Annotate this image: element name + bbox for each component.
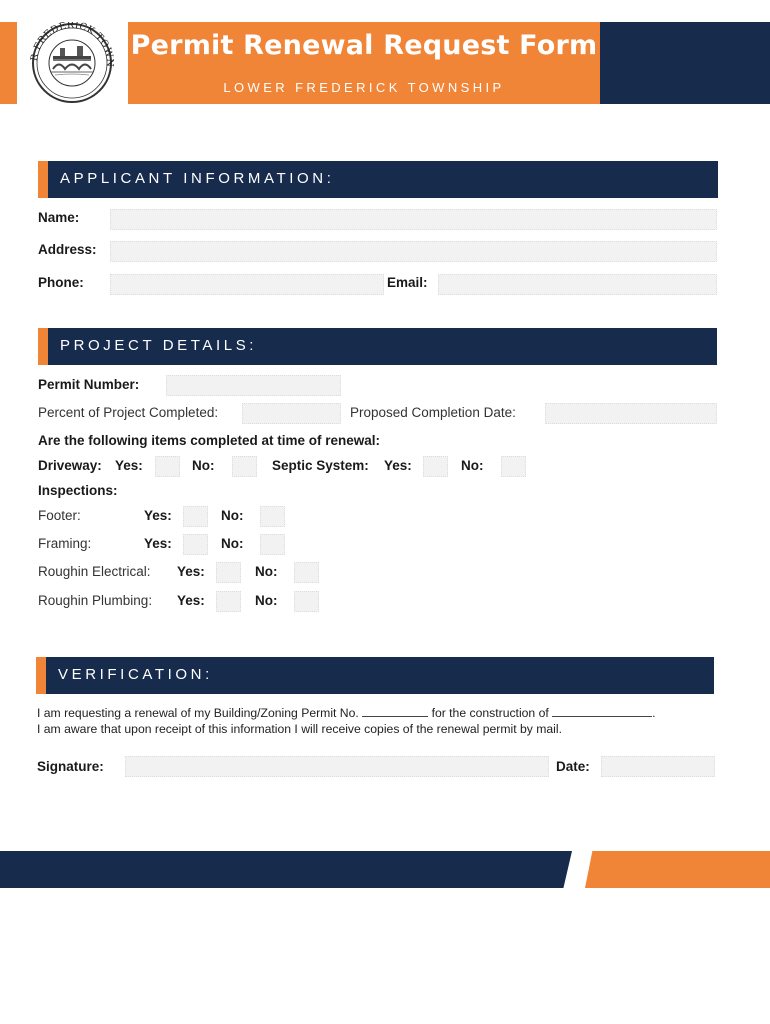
- inspection-plumbing-label: Roughin Plumbing:: [38, 593, 153, 608]
- date-field[interactable]: [601, 756, 715, 777]
- address-field[interactable]: [110, 241, 717, 262]
- inspection-footer-label: Footer:: [38, 508, 81, 523]
- phone-label: Phone:: [38, 275, 84, 290]
- footer-no-label: No:: [221, 508, 244, 523]
- framing-yes-label: Yes:: [144, 536, 172, 551]
- construction-blank[interactable]: [552, 707, 652, 717]
- permit-no-blank[interactable]: [362, 707, 428, 717]
- section-verification-header: [36, 657, 714, 694]
- framing-no-label: No:: [221, 536, 244, 551]
- inspections-label: Inspections:: [38, 483, 118, 498]
- section-title: PROJECT DETAILS:: [60, 337, 258, 354]
- completion-date-field[interactable]: [545, 403, 717, 424]
- section-applicant-header: [38, 161, 718, 198]
- driveway-no-box[interactable]: [232, 456, 257, 477]
- verification-statement-line-2: I am aware that upon receipt of this information I will receive copies of the renewal permit by mail.: [37, 722, 562, 736]
- email-field[interactable]: [438, 274, 717, 295]
- date-label: Date:: [556, 759, 590, 774]
- septic-label: Septic System:: [272, 458, 369, 473]
- verification-text-a: I am requesting a renewal of my Building/Zoning Permit No.: [37, 706, 359, 720]
- inspection-framing-label: Framing:: [38, 536, 92, 551]
- footer-navy-band: [0, 851, 572, 888]
- section-accent: [38, 328, 48, 365]
- septic-yes-box[interactable]: [423, 456, 448, 477]
- percent-completed-label: Percent of Project Completed:: [38, 405, 219, 420]
- electrical-no-box[interactable]: [294, 562, 319, 583]
- section-project-header: [38, 328, 717, 365]
- form-title: Permit Renewal Request Form: [130, 30, 598, 61]
- name-label: Name:: [38, 210, 80, 225]
- septic-no-label: No:: [461, 458, 484, 473]
- verification-statement-line-1: [37, 706, 656, 720]
- driveway-label: Driveway:: [38, 458, 102, 473]
- electrical-yes-box[interactable]: [216, 562, 241, 583]
- verification-text-b: for the construction of: [431, 706, 549, 720]
- plumbing-yes-box[interactable]: [216, 591, 241, 612]
- township-seal-logo: [17, 22, 127, 104]
- percent-completed-field[interactable]: [242, 403, 341, 424]
- section-accent: [38, 161, 48, 198]
- header-navy-block: [600, 22, 770, 104]
- septic-yes-label: Yes:: [384, 458, 412, 473]
- footer-no-box[interactable]: [260, 506, 285, 527]
- plumbing-no-box[interactable]: [294, 591, 319, 612]
- plumbing-no-label: No:: [255, 593, 278, 608]
- electrical-yes-label: Yes:: [177, 564, 205, 579]
- signature-label: Signature:: [37, 759, 104, 774]
- section-title: APPLICANT INFORMATION:: [60, 170, 335, 187]
- phone-field[interactable]: [110, 274, 384, 295]
- footer-yes-box[interactable]: [183, 506, 208, 527]
- completion-question: Are the following items completed at time of renewal:: [38, 433, 381, 448]
- name-field[interactable]: [110, 209, 717, 230]
- header-accent-left: [0, 22, 17, 104]
- signature-field[interactable]: [125, 756, 549, 777]
- framing-yes-box[interactable]: [183, 534, 208, 555]
- email-label: Email:: [387, 275, 428, 290]
- permit-number-field[interactable]: [166, 375, 341, 396]
- permit-number-label: Permit Number:: [38, 377, 140, 392]
- svg-text:LOWER FREDERICK TOWNSHIP: R FREDERICK TOWN: [28, 22, 116, 68]
- township-name: LOWER FREDERICK TOWNSHIP: [223, 80, 505, 95]
- verification-text-end: .: [652, 706, 656, 720]
- driveway-no-label: No:: [192, 458, 215, 473]
- completion-date-label: Proposed Completion Date:: [350, 405, 516, 420]
- section-title: VERIFICATION:: [58, 666, 213, 683]
- footer-orange-band: [585, 851, 770, 888]
- electrical-no-label: No:: [255, 564, 278, 579]
- septic-no-box[interactable]: [501, 456, 526, 477]
- address-label: Address:: [38, 242, 97, 257]
- plumbing-yes-label: Yes:: [177, 593, 205, 608]
- section-accent: [36, 657, 46, 694]
- footer-yes-label: Yes:: [144, 508, 172, 523]
- driveway-yes-box[interactable]: [155, 456, 180, 477]
- driveway-yes-label: Yes:: [115, 458, 143, 473]
- inspection-electrical-label: Roughin Electrical:: [38, 564, 151, 579]
- framing-no-box[interactable]: [260, 534, 285, 555]
